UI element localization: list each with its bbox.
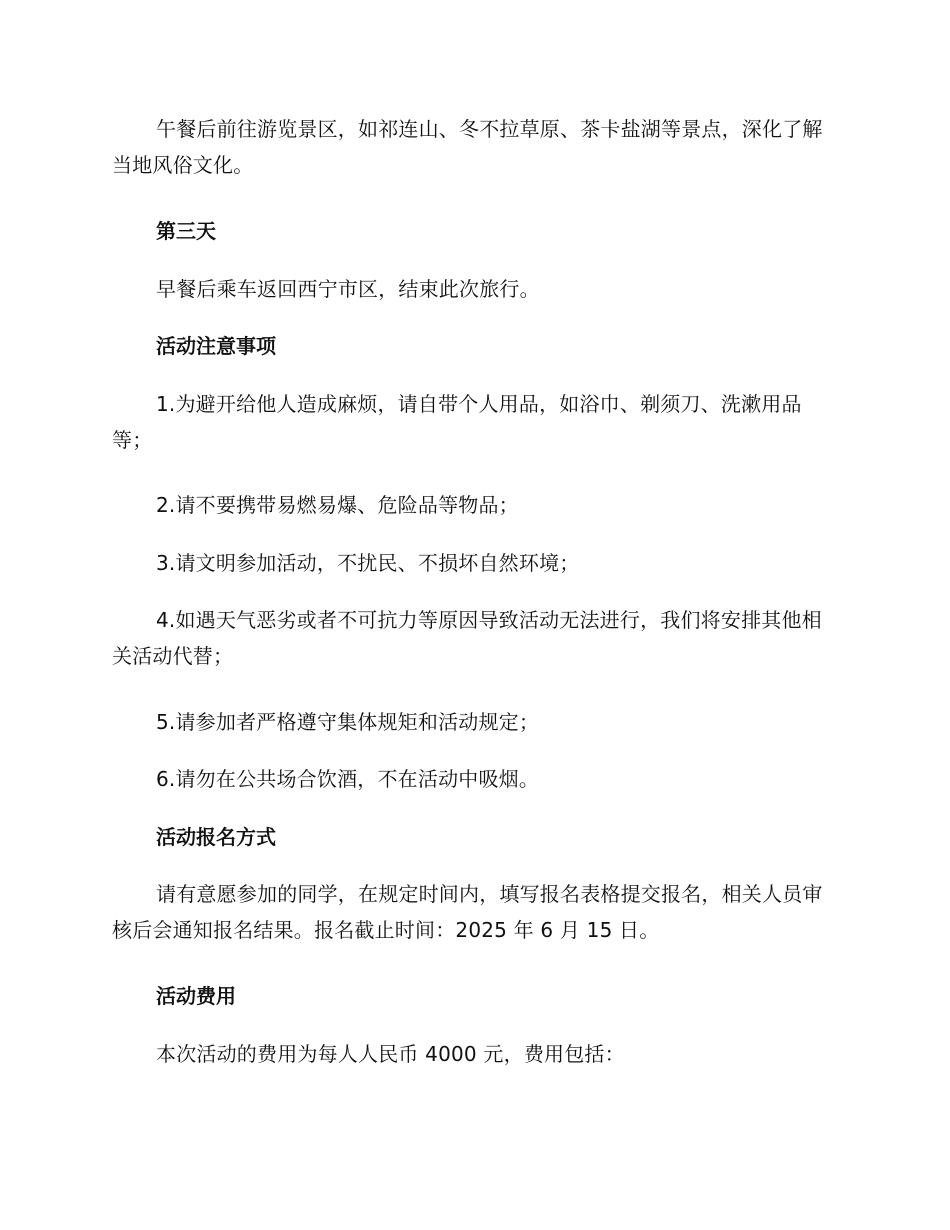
paragraph-afternoon-tour: 午餐后前往游览景区，如祁连山、冬不拉草原、茶卡盐湖等景点，深化了解当地风俗文化。 <box>112 117 823 177</box>
heading-precautions: 活动注意事项 <box>156 334 276 358</box>
precaution-item-2: 2.请不要携带易燃易爆、危险品等物品； <box>156 493 519 517</box>
paragraph-registration: 请有意愿参加的同学，在规定时间内，填写报名表格提交报名，相关人员审核后会通知报名结果。报名截止时间：2025 年 6 月 15 日。 <box>112 882 823 942</box>
precaution-item-5: 5.请参加者严格遵守集体规矩和活动规定； <box>156 710 540 734</box>
heading-day-three: 第三天 <box>156 219 216 243</box>
heading-fee: 活动费用 <box>156 984 236 1008</box>
precaution-item-6: 6.请勿在公共场合饮酒，不在活动中吸烟。 <box>156 767 540 791</box>
heading-registration: 活动报名方式 <box>156 825 276 849</box>
precaution-item-4: 4.如遇天气恶劣或者不可抗力等原因导致活动无法进行，我们将安排其他相关活动代替； <box>112 608 822 668</box>
precaution-item-3: 3.请文明参加活动，不扰民、不损坏自然环境； <box>156 551 580 575</box>
paragraph-day-three: 早餐后乘车返回西宁市区，结束此次旅行。 <box>156 277 540 301</box>
precaution-item-1: 1.为避开给他人造成麻烦，请自带个人用品，如浴巾、剃须刀、洗漱用品等； <box>112 392 802 452</box>
paragraph-fee: 本次活动的费用为每人人民币 4000 元，费用包括： <box>156 1042 625 1066</box>
